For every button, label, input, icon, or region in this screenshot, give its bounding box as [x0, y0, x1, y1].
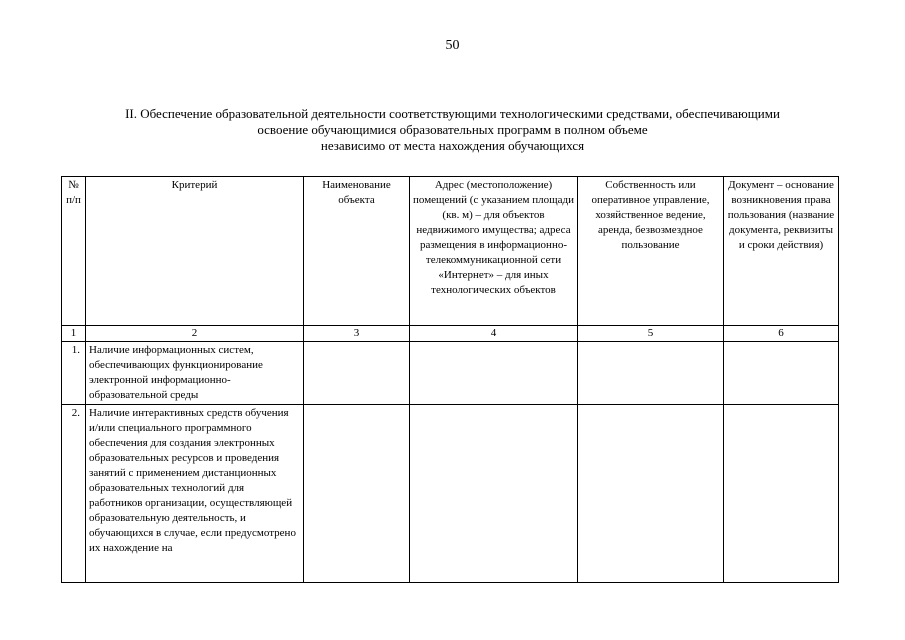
- header-number: № п/п: [62, 177, 86, 326]
- address-cell: [410, 405, 578, 583]
- column-number: 4: [410, 326, 578, 342]
- object-name-cell: [304, 342, 410, 405]
- table-row: [62, 342, 839, 405]
- criteria-table: [61, 176, 839, 583]
- row-index: 2.: [62, 405, 86, 583]
- section-title-line: независимо от места нахождения обучающихся: [320, 138, 585, 153]
- criterion-cell: Наличие интерактивных средств обучения и/или специального программного обеспечения для создания электронных образовательных ресурсов и проведения занятий с применением дистанционных образовательных технологий для работников организации, осуществляющей образовательную деятельность, и обучающихся в случае, если предусмотрено их нахождение на: [86, 405, 304, 583]
- ownership-cell: [578, 405, 724, 583]
- address-cell: [410, 342, 578, 405]
- page-number: 50: [445, 38, 460, 53]
- section-title-line: II. Обеспечение образовательной деятельности соответствующими технологическими средствами, обеспечивающими: [125, 106, 780, 121]
- section-title: [40, 106, 865, 154]
- table-row: [62, 405, 839, 583]
- header-criterion: Критерий: [86, 177, 304, 326]
- column-number: 6: [724, 326, 839, 342]
- document-cell: [724, 405, 839, 583]
- document-cell: [724, 342, 839, 405]
- row-index: 1.: [62, 342, 86, 405]
- header-address: Адрес (местоположение) помещений (с указанием площади (кв. м) – для объектов недвижимого имущества; адреса размещения в информационно-телекоммуникационной сети «Интернет» – для иных технологических объектов: [410, 177, 578, 326]
- column-number: 3: [304, 326, 410, 342]
- table-header-row: [62, 177, 839, 326]
- header-document: Документ – основание возникновения права пользования (название документа, реквизиты и сроки действия): [724, 177, 839, 326]
- criterion-cell: Наличие информационных систем, обеспечивающих функционирование электронной информационно-образовательной среды: [86, 342, 304, 405]
- object-name-cell: [304, 405, 410, 583]
- column-numbers-row: [62, 326, 839, 342]
- header-ownership: Собственность или оперативное управление, хозяйственное ведение, аренда, безвозмездное пользование: [578, 177, 724, 326]
- section-title-line: освоение обучающимися образовательных программ в полном объеме: [257, 122, 648, 137]
- column-number: 5: [578, 326, 724, 342]
- ownership-cell: [578, 342, 724, 405]
- column-number: 1: [62, 326, 86, 342]
- header-object-name: Наименование объекта: [304, 177, 410, 326]
- column-number: 2: [86, 326, 304, 342]
